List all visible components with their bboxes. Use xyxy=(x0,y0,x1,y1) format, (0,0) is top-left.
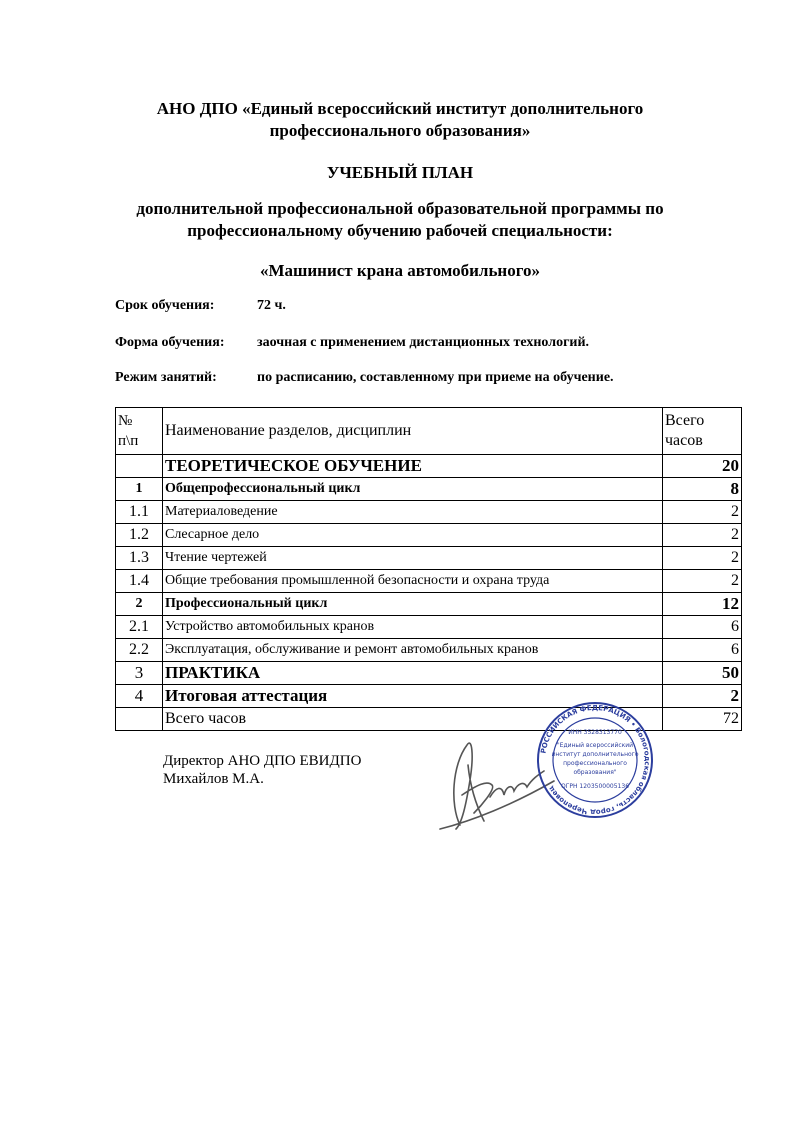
row-num: 2 xyxy=(116,593,163,616)
row-name: Слесарное дело xyxy=(163,524,663,547)
row-hours: 2 xyxy=(663,570,742,593)
table-header-row xyxy=(116,408,742,455)
document-subtitle xyxy=(70,198,730,242)
row-name: Чтение чертежей xyxy=(163,547,663,570)
row-num: 1.3 xyxy=(116,547,163,570)
row-name: Всего часов xyxy=(163,708,663,731)
table-row xyxy=(116,478,742,501)
row-num: 2.1 xyxy=(116,616,163,639)
org-line-1: АНО ДПО «Единый всероссийский институт дополнительного xyxy=(156,99,644,118)
seal-stamp xyxy=(535,700,655,820)
seal-inner-line-1: "Единый всероссийский xyxy=(556,742,634,749)
duration-label: Срок обучения: xyxy=(115,298,215,313)
header-hours-line-1: Всего xyxy=(665,412,705,429)
row-name: Устройство автомобильных кранов xyxy=(163,616,663,639)
row-name: Эксплуатация, обслуживание и ремонт автомобильных кранов xyxy=(163,639,663,662)
header-num xyxy=(116,408,163,455)
row-num: 4 xyxy=(116,685,163,708)
row-num: 1 xyxy=(116,478,163,501)
row-num xyxy=(116,455,163,478)
program-name: «Машинист крана автомобильного» xyxy=(259,261,541,280)
director-name: Михайлов М.А. xyxy=(163,771,264,787)
row-num: 2.2 xyxy=(116,639,163,662)
header-hours-line-2: часов xyxy=(665,432,703,449)
row-hours: 6 xyxy=(663,639,742,662)
row-num: 1.1 xyxy=(116,501,163,524)
mode-label: Режим занятий: xyxy=(115,370,217,385)
row-hours: 2 xyxy=(663,547,742,570)
seal-inner-line-2: институт дополнительного xyxy=(551,751,639,758)
row-name: Материаловедение xyxy=(163,501,663,524)
row-hours: 2 xyxy=(663,501,742,524)
curriculum-table xyxy=(115,407,742,731)
org-line-2: профессионального образования» xyxy=(269,121,531,140)
form-label: Форма обучения: xyxy=(115,335,225,350)
table-row xyxy=(116,616,742,639)
row-name: Профессиональный цикл xyxy=(163,593,663,616)
row-hours: 2 xyxy=(663,524,742,547)
header-name: Наименование разделов, дисциплин xyxy=(163,408,663,455)
table-row xyxy=(116,455,742,478)
row-hours: 20 xyxy=(663,455,742,478)
row-num: 1.2 xyxy=(116,524,163,547)
row-name: Общие требования промышленной безопасности и охрана труда xyxy=(163,570,663,593)
row-num: 1.4 xyxy=(116,570,163,593)
table-row xyxy=(116,639,742,662)
duration-value: 72 ч. xyxy=(257,298,286,313)
seal-inner-line-3: профессионального xyxy=(563,760,627,767)
seal-inner-line-4: образования" xyxy=(573,769,617,776)
table-row xyxy=(116,524,742,547)
row-name: ПРАКТИКА xyxy=(163,662,663,685)
header-num-line-2: п\п xyxy=(118,433,139,449)
row-num: 3 xyxy=(116,662,163,685)
mode-value: по расписанию, составленному при приеме на обучение. xyxy=(257,370,614,385)
director-title: Директор АНО ДПО ЕВИДПО xyxy=(163,753,362,769)
row-name: ТЕОРЕТИЧЕСКОЕ ОБУЧЕНИЕ xyxy=(163,455,663,478)
subtitle-line-1: дополнительной профессиональной образовательной программы по xyxy=(136,199,664,218)
form-value: заочная с применением дистанционных технологий. xyxy=(257,335,590,350)
seal-ogrn: ОГРН 1203500005136 xyxy=(560,783,630,790)
document-title: УЧЕБНЫЙ ПЛАН xyxy=(326,163,474,182)
table-row xyxy=(116,547,742,570)
header-num-line-1: № xyxy=(118,413,133,429)
table-row xyxy=(116,662,742,685)
table-row xyxy=(116,501,742,524)
row-hours: 6 xyxy=(663,616,742,639)
organization-name xyxy=(100,98,700,142)
table-row xyxy=(116,570,742,593)
row-hours: 8 xyxy=(663,478,742,501)
row-name: Общепрофессиональный цикл xyxy=(163,478,663,501)
subtitle-line-2: профессиональному обучению рабочей специальности: xyxy=(187,221,613,240)
row-hours: 12 xyxy=(663,593,742,616)
row-name: Итоговая аттестация xyxy=(163,685,663,708)
table-row xyxy=(116,593,742,616)
row-hours: 50 xyxy=(663,662,742,685)
row-num xyxy=(116,708,163,731)
row-hours: 2 xyxy=(663,685,742,708)
seal-outer-text: РОССИЙСКАЯ ФЕДЕРАЦИЯ • Вологодская область, город Череповец xyxy=(539,703,652,817)
seal-inn: ИНН 3528313770 xyxy=(568,729,622,736)
header-hours xyxy=(663,408,742,455)
row-hours: 72 xyxy=(663,708,742,731)
director-block xyxy=(163,752,361,788)
